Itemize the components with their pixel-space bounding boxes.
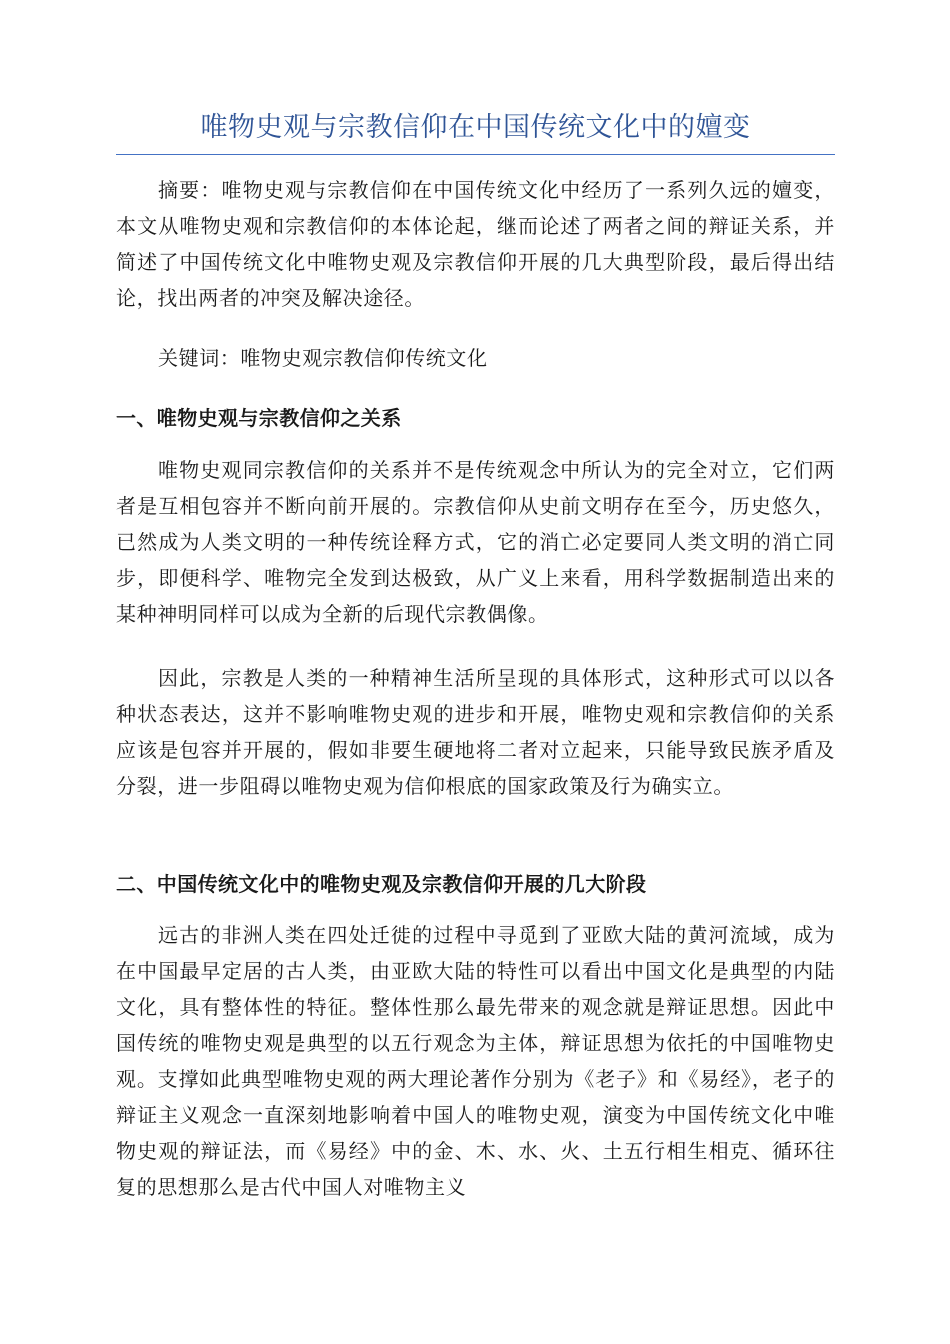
document-title: 唯物史观与宗教信仰在中国传统文化中的嬗变 [200,112,751,143]
keywords-line: 关键词：唯物史观宗教信仰传统文化 [158,346,488,370]
section-2-paragraph-1: 远古的非洲人类在四处迁徙的过程中寻觅到了亚欧大陆的黄河流域，成为在中国最早定居的古人类，由亚欧大陆的特性可以看出中国文化是典型的内陆文化，具有整体性的特征。整体性那么最先带来的观念就是辩证思想。因此中国传统的唯物史观是典型的以五行观念为主体，辩证思想为依托的中国唯物史观。支撑如此典型唯物史观的两大理论著作分别为《老子》和《易经》，老子的辩证主义观念一直深刻地影响着中国人的唯物史观，演变为中国传统文化中唯物史观的辩证法，而《易经》中的金、木、水、火、土五行相生相克、循环往复的思想那么是古代中国人对唯物主义 [116,923,835,1199]
section-1-paragraph-2: 因此，宗教是人类的一种精神生活所呈现的具体形式，这种形式可以以各种状态表达，这并不影响唯物史观的进步和开展，唯物史观和宗教信仰的关系应该是包容并开展的，假如非要生硬地将二者对立起来，只能导致民族矛盾及分裂，进一步阻碍以唯物史观为信仰根底的国家政策及行为确实立。 [116,666,835,798]
section-heading-1: 一、唯物史观与宗教信仰之关系 [116,406,402,430]
title-underline [116,154,835,155]
section-1-paragraph-1: 唯物史观同宗教信仰的关系并不是传统观念中所认为的完全对立，它们两者是互相包容并不断向前开展的。宗教信仰从史前文明存在至今，历史悠久，已然成为人类文明的一种传统诠释方式，它的消亡必定要同人类文明的消亡同步，即便科学、唯物完全发到达极致，从广义上来看，用科学数据制造出来的某种神明同样可以成为全新的后现代宗教偶像。 [116,458,835,626]
section-heading-2: 二、中国传统文化中的唯物史观及宗教信仰开展的几大阶段 [116,872,647,896]
abstract-paragraph: 摘要：唯物史观与宗教信仰在中国传统文化中经历了一系列久远的嬗变，本文从唯物史观和宗教信仰的本体论起，继而论述了两者之间的辩证关系，并简述了中国传统文化中唯物史观及宗教信仰开展的几大典型阶段，最后得出结论，找出两者的冲突及解决途径。 [116,178,835,310]
